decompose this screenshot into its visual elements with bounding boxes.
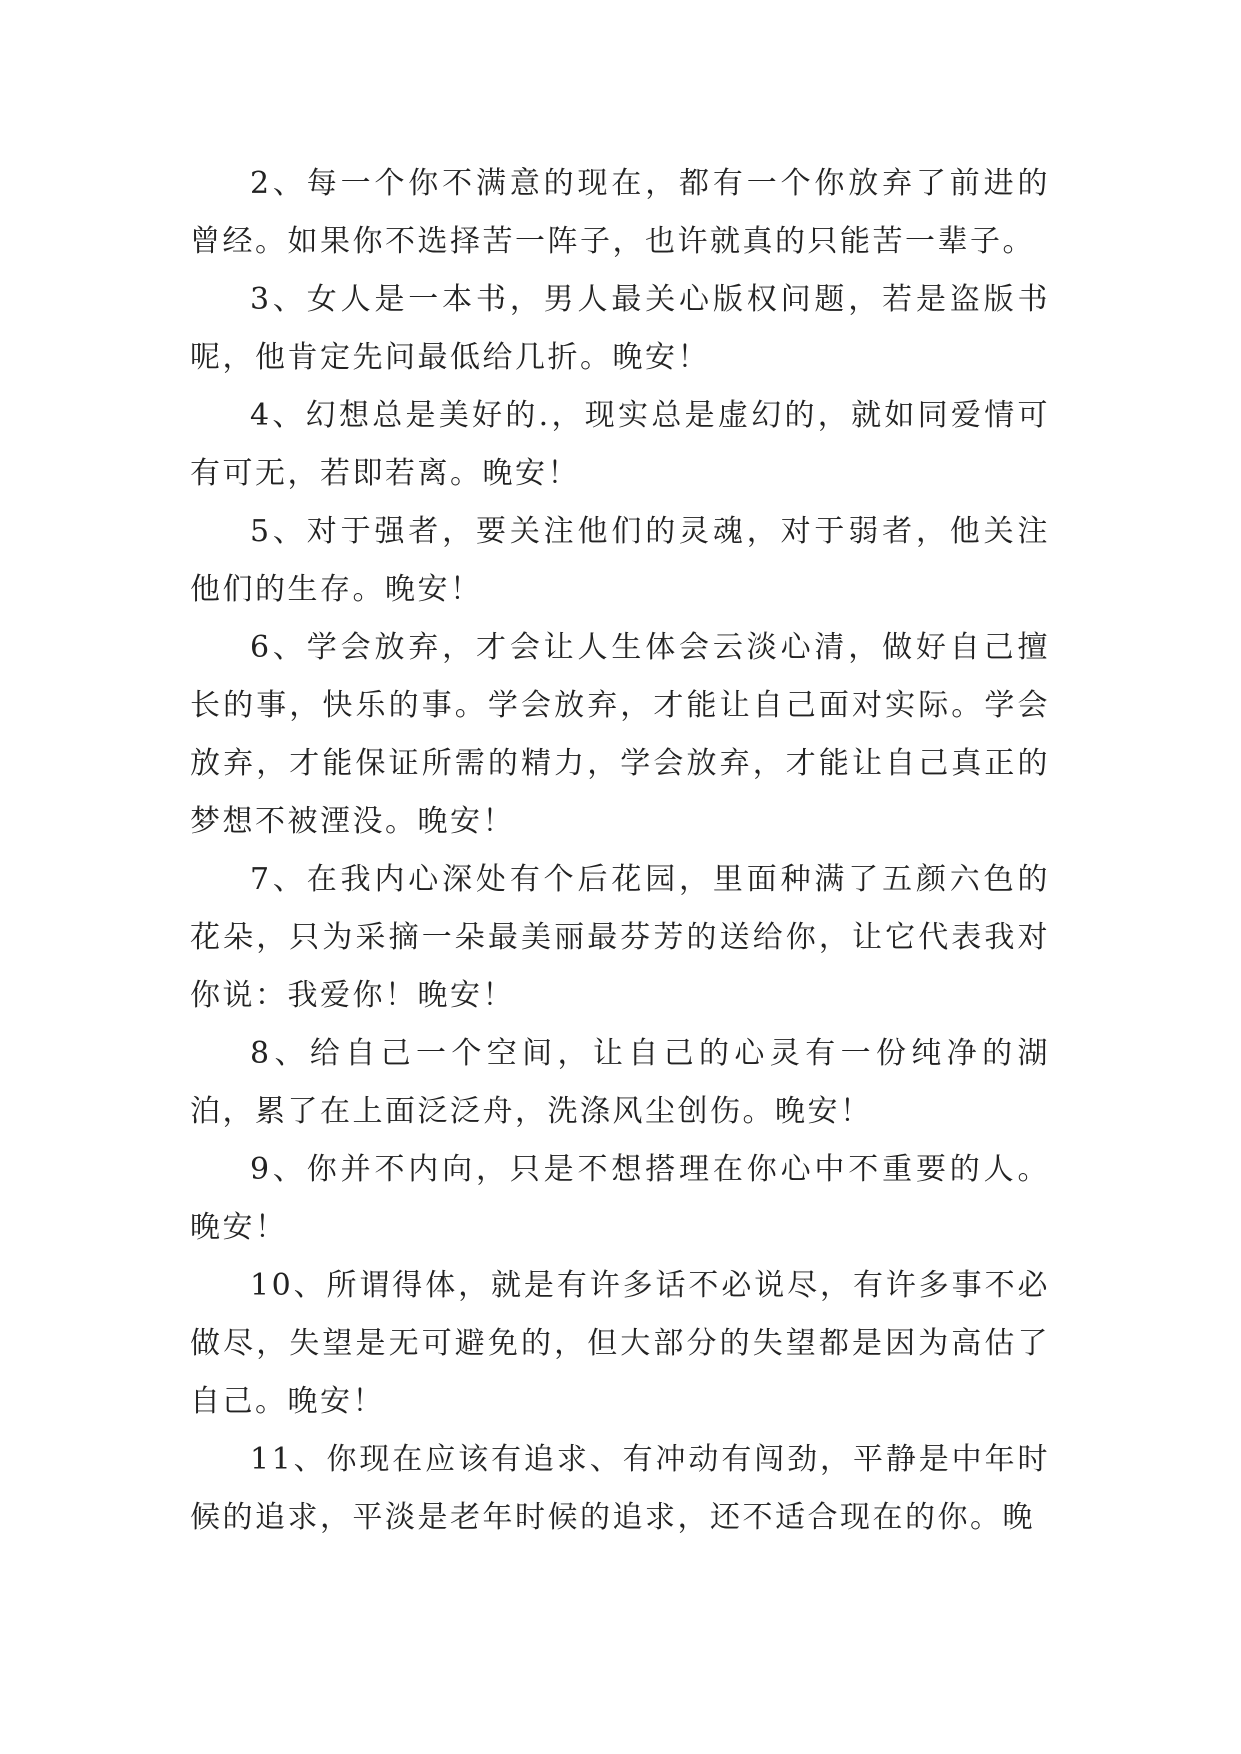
paragraph-8: 8、给自己一个空间，让自己的心灵有一份纯净的湖泊，累了在上面泛泛舟，洗涤风尘创伤。晚安！	[190, 1036, 1050, 1129]
paragraph-11: 11、你现在应该有追求、有冲动有闯劲，平静是中年时候的追求，平淡是老年时候的追求，还不适合现在的你。晚	[190, 1442, 1050, 1535]
paragraph-10: 10、所谓得体，就是有许多话不必说尽，有许多事不必做尽，失望是无可避免的，但大部分的失望都是因为高估了自己。晚安！	[190, 1268, 1050, 1419]
paragraph-3: 3、女人是一本书，男人最关心版权问题，若是盗版书呢，他肯定先问最低给几折。晚安！	[190, 282, 1050, 375]
document-body	[190, 155, 1050, 1547]
paragraph-7: 7、在我内心深处有个后花园，里面种满了五颜六色的花朵，只为采摘一朵最美丽最芬芳的送给你，让它代表我对你说：我爱你！晚安！	[190, 862, 1050, 1013]
paragraph-2: 2、每一个你不满意的现在，都有一个你放弃了前进的曾经。如果你不选择苦一阵子，也许就真的只能苦一辈子。	[190, 166, 1050, 259]
paragraph-5: 5、对于强者，要关注他们的灵魂，对于弱者，他关注他们的生存。晚安！	[190, 514, 1050, 607]
paragraph-6: 6、学会放弃，才会让人生体会云淡心清，做好自己擅长的事，快乐的事。学会放弃，才能让自己面对实际。学会放弃，才能保证所需的精力，学会放弃，才能让自己真正的梦想不被湮没。晚安！	[190, 630, 1050, 839]
paragraph-9: 9、你并不内向，只是不想搭理在你心中不重要的人。晚安！	[190, 1152, 1050, 1245]
paragraph-4: 4、幻想总是美好的.，现实总是虚幻的，就如同爱情可有可无，若即若离。晚安！	[190, 398, 1050, 491]
